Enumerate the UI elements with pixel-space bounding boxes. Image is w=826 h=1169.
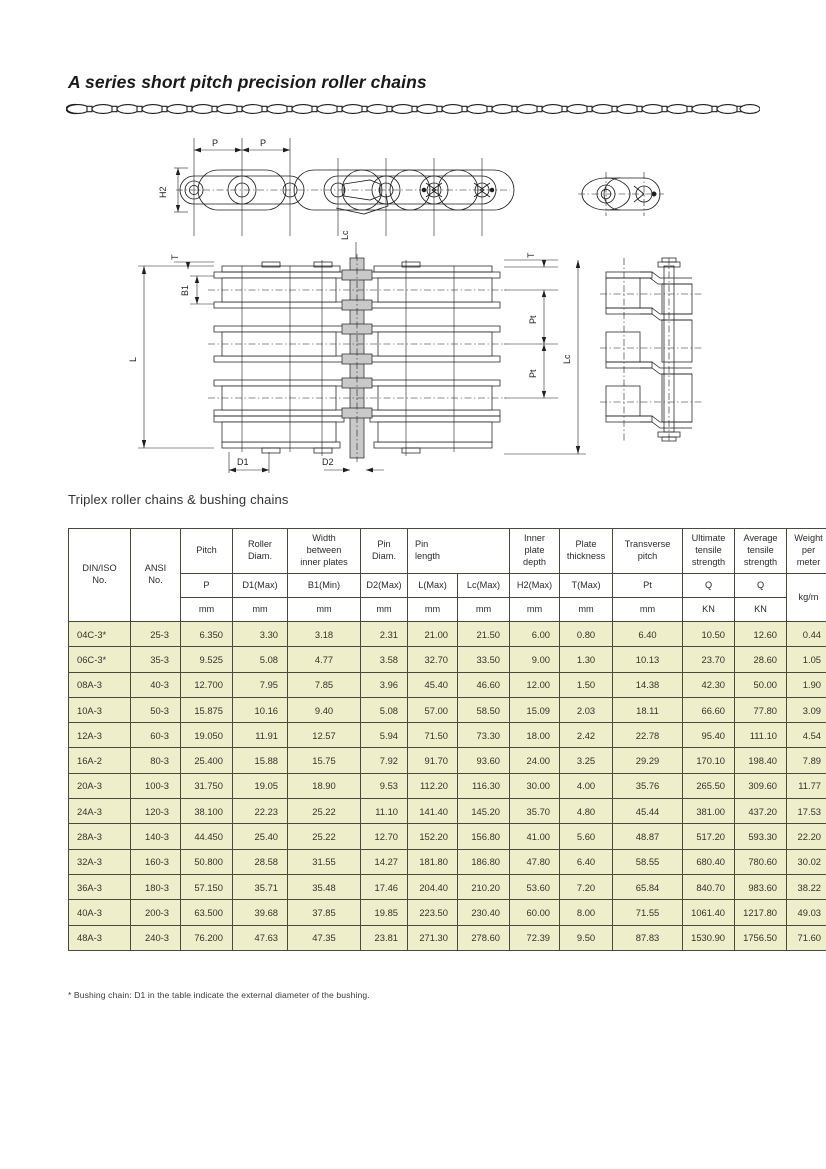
- cell-d2: 9.53: [361, 773, 408, 798]
- cell-d2: 7.92: [361, 748, 408, 773]
- cell-h2: 41.00: [510, 824, 560, 849]
- cell-q2: 780.60: [735, 849, 787, 874]
- header-pin-length: [408, 529, 510, 574]
- cell-p: 57.150: [181, 874, 233, 899]
- dim-label-d2: D2: [322, 457, 334, 467]
- cell-q2: 50.00: [735, 672, 787, 697]
- cell-ansi: 40-3: [131, 672, 181, 697]
- cell-d2: 19.85: [361, 900, 408, 925]
- cell-q2: 12.60: [735, 622, 787, 647]
- cell-din: 04C-3*: [69, 622, 131, 647]
- header-weight-per-meter: [787, 529, 826, 574]
- dim-label-pt-1: Pt: [528, 315, 538, 324]
- cell-q2: 983.60: [735, 874, 787, 899]
- cell-t: 8.00: [560, 900, 613, 925]
- cell-din: 36A-3: [69, 874, 131, 899]
- cell-pt: 29.29: [613, 748, 683, 773]
- spec-table-wrapper: [68, 528, 823, 951]
- cell-p: 44.450: [181, 824, 233, 849]
- cell-q1: 170.10: [683, 748, 735, 773]
- cell-h2: 35.70: [510, 799, 560, 824]
- symbol-l: L(Max): [408, 574, 458, 598]
- cell-d1: 19.05: [233, 773, 288, 798]
- chain-strip-svg: [66, 100, 760, 118]
- header-inner-line2: plate: [524, 545, 545, 556]
- cell-lc: 145.20: [458, 799, 510, 824]
- cell-q2: 198.40: [735, 748, 787, 773]
- pin-assembly: [342, 254, 372, 462]
- cell-pt: 71.55: [613, 900, 683, 925]
- table-row: [69, 824, 826, 849]
- dim-label-h2: H2: [158, 186, 168, 198]
- spec-table: [68, 528, 826, 951]
- diagram-side-section-right: [600, 258, 704, 442]
- header-pin-diam: [361, 529, 408, 574]
- cell-lc: 278.60: [458, 925, 510, 950]
- cell-d2: 14.27: [361, 849, 408, 874]
- cell-w: 49.03: [787, 900, 826, 925]
- cell-q2: 437.20: [735, 799, 787, 824]
- cell-lc: 93.60: [458, 748, 510, 773]
- cell-ansi: 240-3: [131, 925, 181, 950]
- cell-q1: 840.70: [683, 874, 735, 899]
- header-ultimate-line3: strength: [691, 556, 726, 567]
- header-ansi-line1: ANSI: [144, 563, 167, 574]
- cell-b1: 35.48: [288, 874, 361, 899]
- cell-l: 271.30: [408, 925, 458, 950]
- unit-t: mm: [560, 598, 613, 622]
- cell-d2: 2.31: [361, 622, 408, 647]
- header-roller-line2: Diam.: [248, 551, 272, 561]
- header-pitch: Pitch: [181, 529, 233, 574]
- dim-label-t-left: T: [170, 254, 180, 260]
- cell-pt: 6.40: [613, 622, 683, 647]
- cell-d1: 11.91: [233, 723, 288, 748]
- cell-ansi: 25-3: [131, 622, 181, 647]
- symbol-d1: D1(Max): [233, 574, 288, 598]
- table-row: [69, 672, 826, 697]
- cell-b1: 47.35: [288, 925, 361, 950]
- cell-h2: 60.00: [510, 900, 560, 925]
- table-row: [69, 799, 826, 824]
- cell-t: 1.30: [560, 647, 613, 672]
- cell-d1: 28.58: [233, 849, 288, 874]
- cell-din: 20A-3: [69, 773, 131, 798]
- cell-d1: 15.88: [233, 748, 288, 773]
- cell-lc: 210.20: [458, 874, 510, 899]
- cell-din: 40A-3: [69, 900, 131, 925]
- table-row: [69, 925, 826, 950]
- header-average-line2: tensile: [747, 545, 774, 556]
- dim-label-lc-right: Lc: [562, 354, 572, 364]
- header-pin-length-line1: Pin: [415, 539, 429, 550]
- cell-lc: 46.60: [458, 672, 510, 697]
- header-width-inner-plates: [288, 529, 361, 574]
- section-label: Triplex roller chains & bushing chains: [68, 492, 289, 507]
- header-transverse-line1: Transverse: [624, 539, 671, 550]
- cell-q1: 1530.90: [683, 925, 735, 950]
- cell-pt: 18.11: [613, 697, 683, 722]
- unit-l: mm: [408, 598, 458, 622]
- cell-l: 57.00: [408, 697, 458, 722]
- symbol-q-average: Q: [735, 574, 787, 598]
- cell-ansi: 60-3: [131, 723, 181, 748]
- unit-kg-per-m: kg/m: [787, 574, 826, 622]
- symbol-p: P: [181, 574, 233, 598]
- cell-l: 32.70: [408, 647, 458, 672]
- dim-label-pitch-1: P: [212, 138, 219, 148]
- cell-b1: 4.77: [288, 647, 361, 672]
- header-width-line2: between: [306, 545, 342, 556]
- unit-d1: mm: [233, 598, 288, 622]
- header-transverse-line2: pitch: [637, 551, 658, 561]
- cell-t: 1.50: [560, 672, 613, 697]
- table-row: [69, 773, 826, 798]
- cell-w: 7.89: [787, 748, 826, 773]
- unit-h2: mm: [510, 598, 560, 622]
- table-row: [69, 900, 826, 925]
- header-roller-line1: Roller: [248, 539, 272, 550]
- table-row: [69, 748, 826, 773]
- cell-d2: 17.46: [361, 874, 408, 899]
- table-row: [69, 697, 826, 722]
- cell-pt: 10.13: [613, 647, 683, 672]
- symbol-t: T(Max): [560, 574, 613, 598]
- header-weight-line3: meter: [796, 556, 821, 567]
- cell-pt: 35.76: [613, 773, 683, 798]
- header-din-iso: [69, 529, 131, 622]
- technical-drawing-svg: [66, 128, 766, 473]
- table-row: [69, 723, 826, 748]
- cell-d1: 7.95: [233, 672, 288, 697]
- cell-d2: 12.70: [361, 824, 408, 849]
- header-inner-plate-depth: [510, 529, 560, 574]
- cell-q2: 28.60: [735, 647, 787, 672]
- cell-h2: 30.00: [510, 773, 560, 798]
- cell-b1: 9.40: [288, 697, 361, 722]
- table-row: [69, 849, 826, 874]
- cell-din: 08A-3: [69, 672, 131, 697]
- spec-table-head: [69, 529, 826, 622]
- footnote: * Bushing chain: D1 in the table indicate the external diameter of the bushing.: [68, 990, 370, 1000]
- cell-t: 3.25: [560, 748, 613, 773]
- cell-w: 0.44: [787, 622, 826, 647]
- cell-din: 12A-3: [69, 723, 131, 748]
- cell-t: 9.50: [560, 925, 613, 950]
- cell-lc: 58.50: [458, 697, 510, 722]
- cell-b1: 25.22: [288, 799, 361, 824]
- cell-din: 10A-3: [69, 697, 131, 722]
- header-row-symbols: [69, 574, 826, 598]
- dim-label-pitch-2: P: [260, 138, 267, 148]
- cell-din: 28A-3: [69, 824, 131, 849]
- cell-d2: 3.58: [361, 647, 408, 672]
- header-plate-line2: thickness: [566, 551, 606, 561]
- header-pin-diam-line2: Diam.: [372, 551, 396, 561]
- header-average-line3: strength: [743, 556, 778, 567]
- cell-pt: 22.78: [613, 723, 683, 748]
- header-ultimate-tensile-strength: [683, 529, 735, 574]
- cell-h2: 12.00: [510, 672, 560, 697]
- cell-l: 91.70: [408, 748, 458, 773]
- cell-din: 06C-3*: [69, 647, 131, 672]
- cell-pt: 87.83: [613, 925, 683, 950]
- cell-q2: 77.80: [735, 697, 787, 722]
- cell-d1: 35.71: [233, 874, 288, 899]
- cell-q1: 10.50: [683, 622, 735, 647]
- cell-q1: 381.00: [683, 799, 735, 824]
- cell-p: 15.875: [181, 697, 233, 722]
- cell-t: 2.03: [560, 697, 613, 722]
- cell-l: 71.50: [408, 723, 458, 748]
- cell-q1: 517.20: [683, 824, 735, 849]
- header-plate-line1: Plate: [575, 539, 597, 550]
- symbol-lc: Lc(Max): [458, 574, 510, 598]
- header-din-iso-line1: DIN/ISO: [82, 563, 117, 574]
- cell-l: 21.00: [408, 622, 458, 647]
- cell-p: 25.400: [181, 748, 233, 773]
- cell-w: 38.22: [787, 874, 826, 899]
- cell-q1: 66.60: [683, 697, 735, 722]
- header-width-line3: inner plates: [300, 556, 348, 567]
- unit-p: mm: [181, 598, 233, 622]
- cell-d2: 5.08: [361, 697, 408, 722]
- header-weight-line1: Weight: [794, 533, 823, 544]
- cell-l: 112.20: [408, 773, 458, 798]
- cell-w: 11.77: [787, 773, 826, 798]
- cell-h2: 18.00: [510, 723, 560, 748]
- diagram-end-view-top: [578, 172, 664, 216]
- cell-h2: 9.00: [510, 647, 560, 672]
- diagram-plan-section: [128, 230, 586, 473]
- cell-q2: 309.60: [735, 773, 787, 798]
- cell-pt: 45.44: [613, 799, 683, 824]
- cell-q1: 23.70: [683, 647, 735, 672]
- cell-l: 223.50: [408, 900, 458, 925]
- header-weight-line2: per: [801, 545, 816, 556]
- header-pin-diam-line1: Pin: [377, 539, 391, 550]
- dim-label-l: L: [128, 356, 138, 362]
- cell-p: 38.100: [181, 799, 233, 824]
- cell-q1: 265.50: [683, 773, 735, 798]
- spec-table-body: [69, 622, 826, 951]
- cell-lc: 73.30: [458, 723, 510, 748]
- header-inner-line1: Inner: [524, 533, 545, 544]
- unit-pt: mm: [613, 598, 683, 622]
- dim-label-d1: D1: [237, 457, 249, 467]
- cell-b1: 15.75: [288, 748, 361, 773]
- symbol-pt: Pt: [613, 574, 683, 598]
- dim-label-lc-top: Lc: [340, 230, 350, 240]
- cell-lc: 33.50: [458, 647, 510, 672]
- cell-p: 76.200: [181, 925, 233, 950]
- cell-lc: 156.80: [458, 824, 510, 849]
- cell-lc: 230.40: [458, 900, 510, 925]
- cell-h2: 24.00: [510, 748, 560, 773]
- cell-h2: 47.80: [510, 849, 560, 874]
- cell-ansi: 160-3: [131, 849, 181, 874]
- cell-t: 0.80: [560, 622, 613, 647]
- cell-t: 7.20: [560, 874, 613, 899]
- cell-pt: 14.38: [613, 672, 683, 697]
- unit-lc: mm: [458, 598, 510, 622]
- cell-d2: 23.81: [361, 925, 408, 950]
- cell-ansi: 200-3: [131, 900, 181, 925]
- table-row: [69, 874, 826, 899]
- cell-d1: 47.63: [233, 925, 288, 950]
- header-transverse-pitch: [613, 529, 683, 574]
- cell-q2: 111.10: [735, 723, 787, 748]
- cell-lc: 186.80: [458, 849, 510, 874]
- cell-lc: 21.50: [458, 622, 510, 647]
- table-row: [69, 647, 826, 672]
- cell-d2: 11.10: [361, 799, 408, 824]
- cell-h2: 72.39: [510, 925, 560, 950]
- header-average-line1: Average: [743, 533, 778, 544]
- header-ultimate-line1: Ultimate: [691, 533, 726, 544]
- cell-w: 30.02: [787, 849, 826, 874]
- header-row-units: [69, 598, 826, 622]
- cell-p: 63.500: [181, 900, 233, 925]
- cell-d1: 22.23: [233, 799, 288, 824]
- cell-h2: 6.00: [510, 622, 560, 647]
- cell-l: 141.40: [408, 799, 458, 824]
- cell-din: 24A-3: [69, 799, 131, 824]
- cell-w: 71.60: [787, 925, 826, 950]
- unit-d2: mm: [361, 598, 408, 622]
- diagram-side-elevation: [158, 138, 514, 236]
- dim-label-t-right: T: [526, 252, 536, 258]
- cell-d1: 10.16: [233, 697, 288, 722]
- table-row: [69, 622, 826, 647]
- cell-p: 9.525: [181, 647, 233, 672]
- dim-label-b1: B1: [180, 284, 190, 296]
- cell-b1: 25.22: [288, 824, 361, 849]
- cell-q1: 42.30: [683, 672, 735, 697]
- header-average-tensile-strength: [735, 529, 787, 574]
- cell-l: 45.40: [408, 672, 458, 697]
- cell-ansi: 120-3: [131, 799, 181, 824]
- cell-b1: 18.90: [288, 773, 361, 798]
- decorative-chain-strip: [66, 100, 760, 118]
- cell-h2: 53.60: [510, 874, 560, 899]
- cell-pt: 48.87: [613, 824, 683, 849]
- technical-drawing-group: [66, 128, 766, 473]
- cell-h2: 15.09: [510, 697, 560, 722]
- cell-din: 16A-2: [69, 748, 131, 773]
- symbol-q-ultimate: Q: [683, 574, 735, 598]
- cell-d1: 5.08: [233, 647, 288, 672]
- header-din-iso-line2: No.: [92, 575, 107, 585]
- cell-b1: 37.85: [288, 900, 361, 925]
- cell-w: 1.90: [787, 672, 826, 697]
- header-width-line1: Width: [312, 533, 336, 544]
- cell-q2: 1217.80: [735, 900, 787, 925]
- cell-pt: 58.55: [613, 849, 683, 874]
- cell-q2: 1756.50: [735, 925, 787, 950]
- cell-b1: 31.55: [288, 849, 361, 874]
- cell-q1: 1061.40: [683, 900, 735, 925]
- cell-b1: 3.18: [288, 622, 361, 647]
- cell-d1: 25.40: [233, 824, 288, 849]
- page-title: A series short pitch precision roller chains: [68, 72, 427, 92]
- cell-ansi: 50-3: [131, 697, 181, 722]
- header-ultimate-line2: tensile: [695, 545, 722, 556]
- cell-w: 1.05: [787, 647, 826, 672]
- cell-din: 32A-3: [69, 849, 131, 874]
- cell-ansi: 35-3: [131, 647, 181, 672]
- cell-t: 4.80: [560, 799, 613, 824]
- dim-label-pt-2: Pt: [528, 369, 538, 378]
- cell-b1: 7.85: [288, 672, 361, 697]
- cell-w: 22.20: [787, 824, 826, 849]
- cell-p: 6.350: [181, 622, 233, 647]
- cell-ansi: 80-3: [131, 748, 181, 773]
- header-inner-line3: depth: [523, 556, 547, 567]
- unit-q-average: KN: [735, 598, 787, 622]
- cell-t: 5.60: [560, 824, 613, 849]
- unit-q-ultimate: KN: [683, 598, 735, 622]
- header-ansi-line2: No.: [148, 575, 163, 585]
- cell-w: 17.53: [787, 799, 826, 824]
- cell-d2: 5.94: [361, 723, 408, 748]
- cell-d1: 39.68: [233, 900, 288, 925]
- cell-l: 204.40: [408, 874, 458, 899]
- cell-q1: 95.40: [683, 723, 735, 748]
- cell-l: 181.80: [408, 849, 458, 874]
- cell-ansi: 180-3: [131, 874, 181, 899]
- header-plate-thickness: [560, 529, 613, 574]
- cell-din: 48A-3: [69, 925, 131, 950]
- header-roller-diam: [233, 529, 288, 574]
- cell-t: 4.00: [560, 773, 613, 798]
- cell-p: 50.800: [181, 849, 233, 874]
- cell-lc: 116.30: [458, 773, 510, 798]
- cell-q2: 593.30: [735, 824, 787, 849]
- symbol-b1: B1(Min): [288, 574, 361, 598]
- symbol-h2: H2(Max): [510, 574, 560, 598]
- unit-b1: mm: [288, 598, 361, 622]
- cell-t: 6.40: [560, 849, 613, 874]
- cell-ansi: 100-3: [131, 773, 181, 798]
- cell-p: 12.700: [181, 672, 233, 697]
- symbol-d2: D2(Max): [361, 574, 408, 598]
- cell-l: 152.20: [408, 824, 458, 849]
- cell-w: 3.09: [787, 697, 826, 722]
- cell-q1: 680.40: [683, 849, 735, 874]
- cell-w: 4.54: [787, 723, 826, 748]
- cell-p: 31.750: [181, 773, 233, 798]
- cell-ansi: 140-3: [131, 824, 181, 849]
- title-block: [68, 72, 768, 93]
- cell-b1: 12.57: [288, 723, 361, 748]
- header-ansi: [131, 529, 181, 622]
- header-pin-length-line2: length: [415, 551, 441, 561]
- cell-p: 19.050: [181, 723, 233, 748]
- cell-d1: 3.30: [233, 622, 288, 647]
- header-row-group: [69, 529, 826, 574]
- cell-pt: 65.84: [613, 874, 683, 899]
- cell-d2: 3.96: [361, 672, 408, 697]
- cell-t: 2.42: [560, 723, 613, 748]
